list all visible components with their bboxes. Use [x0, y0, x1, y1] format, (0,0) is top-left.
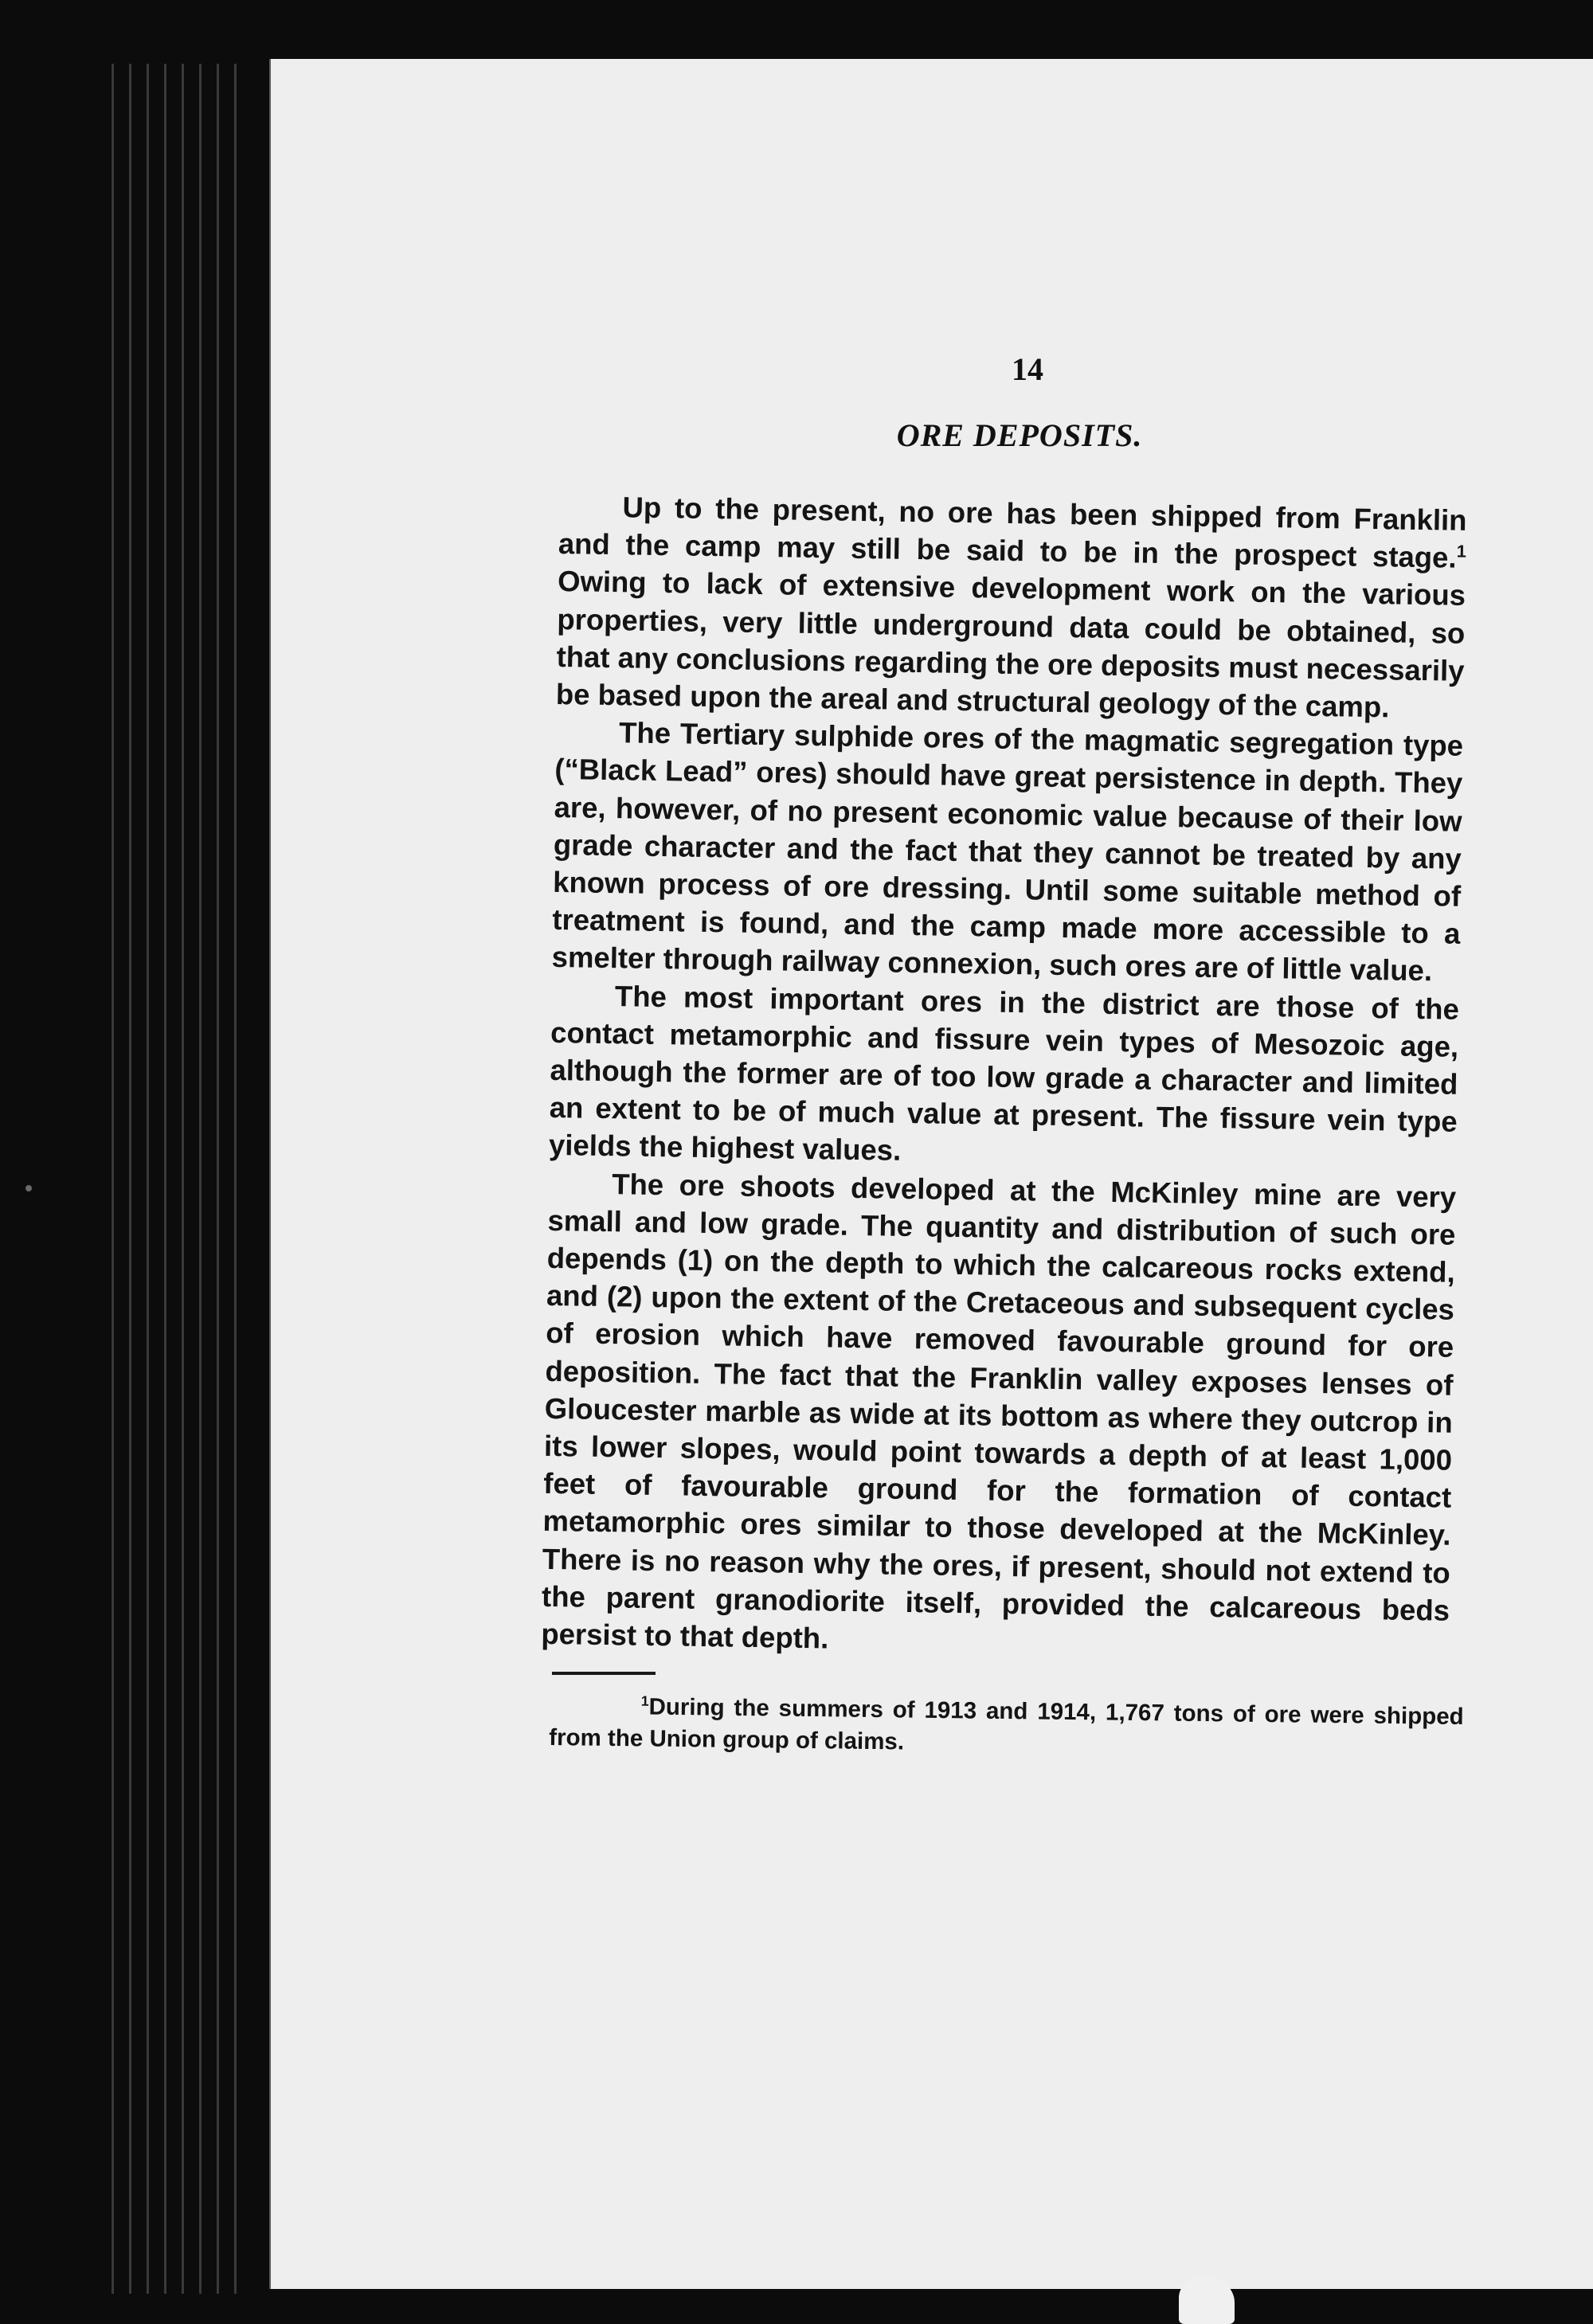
dust-speck — [25, 1185, 32, 1191]
footnote-marker: 1 — [640, 1692, 649, 1709]
footnote — [549, 1690, 1464, 1765]
footnote-reference: 1 — [1456, 541, 1467, 561]
paragraph-1-text: Up to the present, no ore has been shipped from Franklin and the camp may still be said to be in the prospect stage. — [558, 491, 1467, 574]
paragraph-4: The ore shoots developed at the McKinley mine are very small and low grade. The quantity and distribution of such ore depends (1) on the depth to which the calcareous rocks extend, and (2) upon the extent of the Cretaceous and subsequent cycles of erosion which have removed favourable ground for ore deposition. The fact that the Franklin valley exposes lenses of Gloucester marble as wide at its bottom as where they outcrop in its lower slopes, would point towards a depth of at least 1,000 feet of favourable ground for the formation of contact metamorphic ores similar to those developed at the McKinley. There is no reason why the ores, if present, should not extend to the parent granodiorite itself, provided the calcareous beds persist to that depth. — [541, 1167, 1457, 1655]
page-edges — [112, 64, 295, 2294]
page-number: 14 — [1012, 351, 1043, 387]
footnote-rule — [552, 1672, 656, 1675]
paragraph-1-continuation: Owing to lack of extensive development work on the various properties, very little underground data could be obtained, so that any conclusions regarding the ore deposits must necessarily be based upon the areal and structural geology of the camp. — [555, 565, 1466, 724]
section-heading: ORE DEPOSITS. — [896, 417, 1143, 453]
paragraph-3: The most important ores in the district are those of the contact metamorphic and fissure vein types of Mesozoic age, although the former are of too low grade a character and limited an extent to be of much value at present. The fissure vein type yields the highest values. — [548, 979, 1460, 1168]
paragraph-1 — [556, 487, 1467, 727]
body-text — [541, 487, 1467, 1667]
footnote-text: During the summers of 1913 and 1914, 1,767 tons of ore were shipped from the Union group of claims. — [549, 1693, 1464, 1755]
paragraph-2: The Tertiary sulphide ores of the magmatic segregation type (“Black Lead” ores) should have great persistence in depth. They are, however, of no present economic value because of their low grade character and the fact that they cannot be treated by any known process of ore dressing. Until some suitable method of treatment is found, and the camp made more accessible to a smelter through railway connexion, such ores are of little value. — [551, 716, 1464, 988]
